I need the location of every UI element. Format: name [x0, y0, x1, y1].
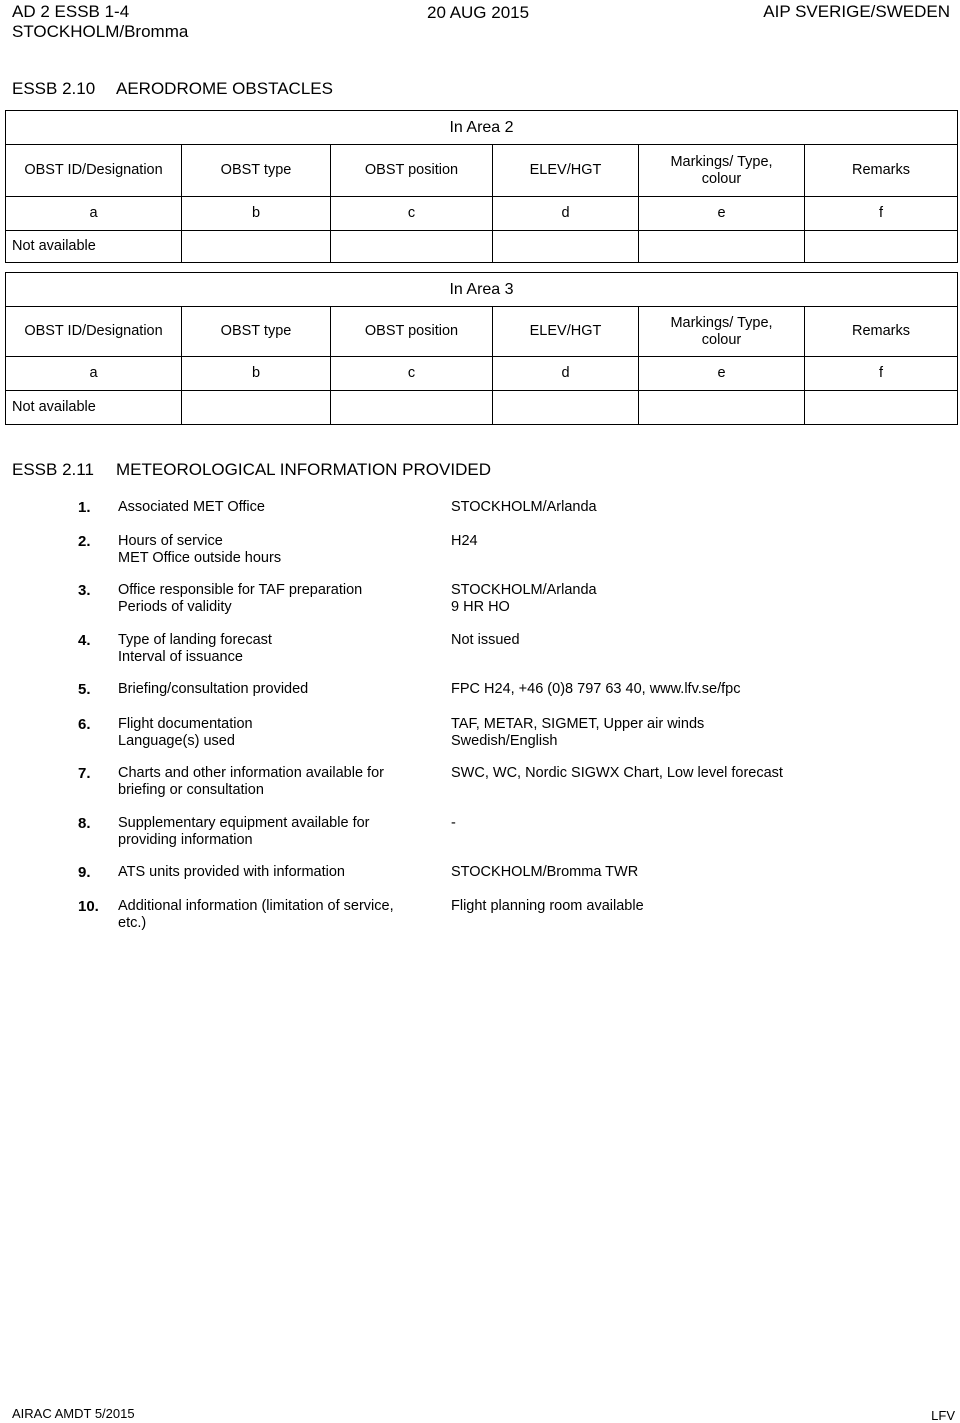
empty-cell — [331, 391, 493, 425]
met-item-label-line: etc.) — [118, 915, 147, 931]
met-item-label-line: Periods of validity — [118, 599, 232, 615]
met-item-number: 2. — [78, 533, 91, 550]
col-letter: e — [639, 357, 805, 391]
met-item-label-line: briefing or consultation — [118, 782, 264, 798]
empty-cell — [493, 391, 639, 425]
met-item-label-line: Charts and other information available for — [118, 765, 384, 781]
met-item-number: 4. — [78, 632, 91, 649]
met-item-value — [451, 765, 783, 782]
met-item-label-line: ATS units provided with information — [118, 864, 346, 880]
empty-cell — [805, 391, 958, 425]
met-item-label — [118, 864, 345, 881]
met-item-label — [118, 582, 362, 616]
not-available-cell: Not available — [6, 231, 182, 263]
publisher: AIP SVERIGE/SWEDEN — [763, 2, 950, 21]
obstacles-area3-table — [5, 272, 958, 425]
met-item-label-line: Language(s) used — [118, 733, 235, 749]
met-item-label-line: providing information — [118, 832, 253, 848]
met-item-label-line: Hours of service — [118, 533, 223, 549]
met-item-label-line: Office responsible for TAF preparation — [118, 582, 363, 598]
area2-header-row — [6, 145, 958, 197]
area2-title: In Area 2 — [6, 111, 958, 145]
col-letter: f — [805, 197, 958, 231]
met-item-value-line: Swedish/English — [451, 733, 558, 749]
col-header: Remarks — [805, 145, 958, 197]
met-item-label — [118, 815, 369, 849]
met-item-number: 6. — [78, 716, 91, 733]
met-item-value — [451, 533, 478, 550]
area3-title: In Area 3 — [6, 273, 958, 307]
empty-cell — [182, 231, 331, 263]
aerodrome-location: STOCKHOLM/Bromma — [12, 22, 189, 41]
met-item-label — [118, 898, 394, 932]
empty-cell — [493, 231, 639, 263]
col-letter: d — [493, 197, 639, 231]
col-letter: c — [331, 357, 493, 391]
met-item-label-line: MET Office outside hours — [118, 550, 282, 566]
col-header: ELEV/HGT — [493, 307, 639, 357]
met-item-label — [118, 681, 308, 698]
met-item-value — [451, 582, 597, 616]
met-item-number: 9. — [78, 864, 91, 881]
area3-data-row — [6, 391, 958, 425]
met-item-number: 5. — [78, 681, 91, 698]
met-item-number: 8. — [78, 815, 91, 832]
col-header-line: Markings/ Type, — [670, 153, 773, 170]
met-item-value-line: FPC H24, +46 (0)8 797 63 40, www.lfv.se/fpc — [451, 681, 741, 697]
col-header: ELEV/HGT — [493, 145, 639, 197]
area2-letter-row — [6, 197, 958, 231]
col-header-line: Markings/ Type, — [670, 314, 773, 331]
met-item-value-line: Not issued — [451, 632, 520, 648]
section-number: ESSB 2.10 — [12, 79, 96, 98]
met-item-label-line: Type of landing forecast — [118, 632, 272, 648]
met-item-value-line: H24 — [451, 533, 478, 549]
met-item-value-line: TAF, METAR, SIGMET, Upper air winds — [451, 716, 705, 732]
obstacles-area2-data-table — [5, 230, 958, 263]
met-item-number: 3. — [78, 582, 91, 599]
col-letter: c — [331, 197, 493, 231]
col-letter: d — [493, 357, 639, 391]
met-item-value — [451, 499, 597, 516]
col-header: OBST position — [331, 307, 493, 357]
empty-cell — [331, 231, 493, 263]
met-item-label — [118, 499, 265, 516]
met-item-value-line: Flight planning room available — [451, 898, 644, 914]
met-item-number: 7. — [78, 765, 91, 782]
col-header — [639, 307, 805, 357]
met-item-value-line: SWC, WC, Nordic SIGWX Chart, Low level forecast — [451, 765, 783, 781]
col-letter: b — [182, 197, 331, 231]
empty-cell — [639, 231, 805, 263]
col-header: OBST type — [182, 145, 331, 197]
agency: LFV — [931, 1408, 955, 1423]
met-item-number: 1. — [78, 499, 91, 516]
met-item-value — [451, 815, 456, 832]
col-letter: e — [639, 197, 805, 231]
met-item-value-line: STOCKHOLM/Arlanda — [451, 499, 597, 515]
met-item-value — [451, 898, 644, 915]
col-letter: a — [6, 357, 182, 391]
section-heading: METEOROLOGICAL INFORMATION PROVIDED — [116, 460, 491, 479]
col-header — [639, 145, 805, 197]
obstacles-area2-table — [5, 110, 958, 231]
met-item-label-line: Associated MET Office — [118, 499, 265, 515]
empty-cell — [182, 391, 331, 425]
col-header: OBST type — [182, 307, 331, 357]
col-header: OBST ID/Designation — [6, 145, 182, 197]
col-header-line: colour — [701, 331, 742, 348]
met-item-value — [451, 716, 704, 750]
met-item-label — [118, 765, 384, 799]
met-item-label-line: Interval of issuance — [118, 649, 243, 665]
met-item-value-line: STOCKHOLM/Bromma TWR — [451, 864, 639, 880]
met-item-number: 10. — [78, 898, 99, 915]
col-header: OBST ID/Designation — [6, 307, 182, 357]
col-letter: f — [805, 357, 958, 391]
empty-cell — [805, 231, 958, 263]
col-header: Remarks — [805, 307, 958, 357]
met-item-value-line: 9 HR HO — [451, 599, 510, 615]
area3-header-row — [6, 307, 958, 357]
area3-letter-row — [6, 357, 958, 391]
empty-cell — [639, 391, 805, 425]
airac-amendment: AIRAC AMDT 5/2015 — [12, 1406, 135, 1421]
met-item-label — [118, 716, 253, 750]
section-number: ESSB 2.11 — [12, 460, 94, 479]
obstacles-section-title — [12, 79, 333, 99]
area2-data-row — [6, 231, 958, 263]
met-item-value-line: - — [451, 815, 456, 831]
col-letter: b — [182, 357, 331, 391]
met-item-label-line: Supplementary equipment available for — [118, 815, 370, 831]
col-header-line: colour — [701, 170, 742, 187]
met-item-value — [451, 681, 740, 698]
met-item-value — [451, 632, 520, 649]
publication-date: 20 AUG 2015 — [427, 3, 530, 22]
met-item-value-line: STOCKHOLM/Arlanda — [451, 582, 597, 598]
met-item-label-line: Additional information (limitation of service, — [118, 898, 394, 914]
section-heading: AERODROME OBSTACLES — [116, 79, 333, 98]
document-reference: AD 2 ESSB 1-4 — [12, 2, 130, 21]
met-item-label — [118, 632, 272, 666]
col-header: OBST position — [331, 145, 493, 197]
met-section-title — [12, 460, 491, 480]
met-item-value — [451, 864, 638, 881]
met-item-label — [118, 533, 281, 567]
col-letter: a — [6, 197, 182, 231]
met-item-label-line: Briefing/consultation provided — [118, 681, 309, 697]
not-available-cell: Not available — [6, 391, 182, 425]
met-item-label-line: Flight documentation — [118, 716, 253, 732]
